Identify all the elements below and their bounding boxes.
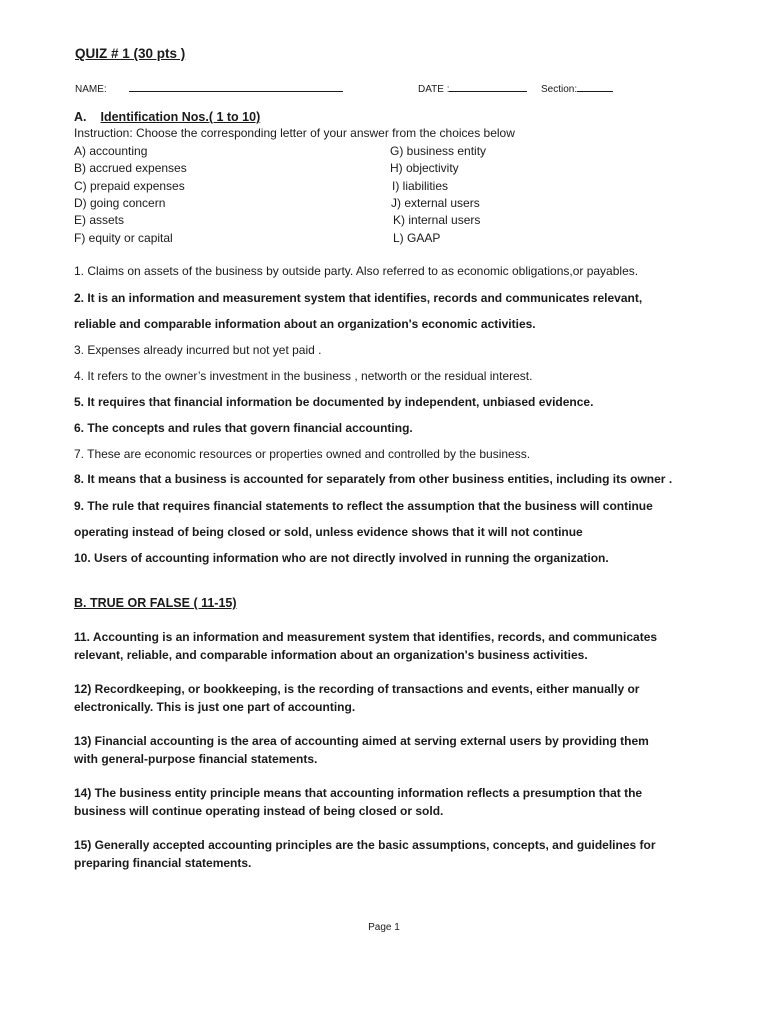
choice-item: G) business entity: [390, 144, 487, 158]
question-line: 5. It requires that financial information be documented by independent, unbiased evidence.: [74, 395, 594, 409]
question-line: 6. The concepts and rules that govern financial accounting.: [74, 421, 413, 435]
question-line: 3. Expenses already incurred but not yet paid .: [74, 343, 322, 357]
choice-item: K) internal users: [393, 213, 481, 227]
name-blank[interactable]: [129, 81, 343, 92]
date-label: DATE :: [418, 84, 450, 95]
section-b-heading: B. TRUE OR FALSE ( 11-15): [74, 596, 237, 610]
choice-item: I) liabilities: [392, 179, 449, 193]
question-line: 4. It refers to the owner’s investment in the business , networth or the residual interest.: [74, 369, 533, 383]
choice-item: F) equity or capital: [74, 231, 173, 245]
question-line: 10. Users of accounting information who are not directly involved in running the organization.: [74, 551, 609, 565]
choice-item: L) GAAP: [393, 231, 441, 245]
section-a-marker: A.: [74, 110, 87, 124]
tf-item: 11. Accounting is an information and measurement system that identifies, records, and communicates relevant, reliable, and comparable information about an organization's business activities.: [74, 630, 658, 662]
choice-item: B) accrued expenses: [74, 161, 187, 175]
question-line: 7. These are economic resources or properties owned and controlled by the business.: [74, 447, 531, 461]
section-field: [541, 81, 613, 95]
date-blank[interactable]: [449, 81, 527, 92]
tf-item: 12) Recordkeeping, or bookkeeping, is the recording of transactions and events, either manually or electronically. This is just one part of accounting.: [74, 682, 640, 714]
name-label: NAME:: [75, 84, 107, 95]
quiz-title: QUIZ # 1 (30 pts ): [75, 46, 186, 61]
section-a-title: Identification Nos.( 1 to 10): [100, 110, 261, 124]
page-number: Page 1: [368, 922, 400, 933]
choice-item: J) external users: [391, 196, 480, 210]
date-field: [418, 81, 527, 95]
choice-item: H) objectivity: [390, 161, 459, 175]
section-blank[interactable]: [577, 81, 613, 92]
choice-item: A) accounting: [74, 144, 148, 158]
question-line: 2. It is an information and measurement system that identifies, records and communicates relevant,: [74, 291, 643, 305]
choice-item: C) prepaid expenses: [74, 179, 185, 193]
name-field: [75, 81, 343, 95]
section-label: Section:: [541, 84, 578, 95]
section-a-heading: [74, 110, 260, 124]
tf-item: 14) The business entity principle means that accounting information reflects a presumption that the business will continue operating instead of being closed or sold.: [74, 786, 643, 818]
question-line: 9. The rule that requires financial statements to reflect the assumption that the business will continue: [74, 499, 653, 513]
tf-item: 15) Generally accepted accounting principles are the basic assumptions, concepts, and guidelines for preparing financial statements.: [74, 838, 656, 870]
instruction-text: Instruction: Choose the corresponding letter of your answer from the choices below: [74, 126, 515, 140]
question-line: operating instead of being closed or sold, unless evidence shows that it will not continue: [74, 525, 583, 539]
choice-item: D) going concern: [74, 196, 166, 210]
question-line: reliable and comparable information about an organization's economic activities.: [74, 317, 536, 331]
question-line: 1. Claims on assets of the business by outside party. Also referred to as economic obligations,or payables.: [74, 264, 639, 278]
question-line: 8. It means that a business is accounted for separately from other business entities, including its owner .: [74, 472, 673, 486]
tf-item: 13) Financial accounting is the area of accounting aimed at serving external users by providing them with general-purpose financial statements.: [74, 734, 649, 766]
choice-item: E) assets: [74, 213, 125, 227]
